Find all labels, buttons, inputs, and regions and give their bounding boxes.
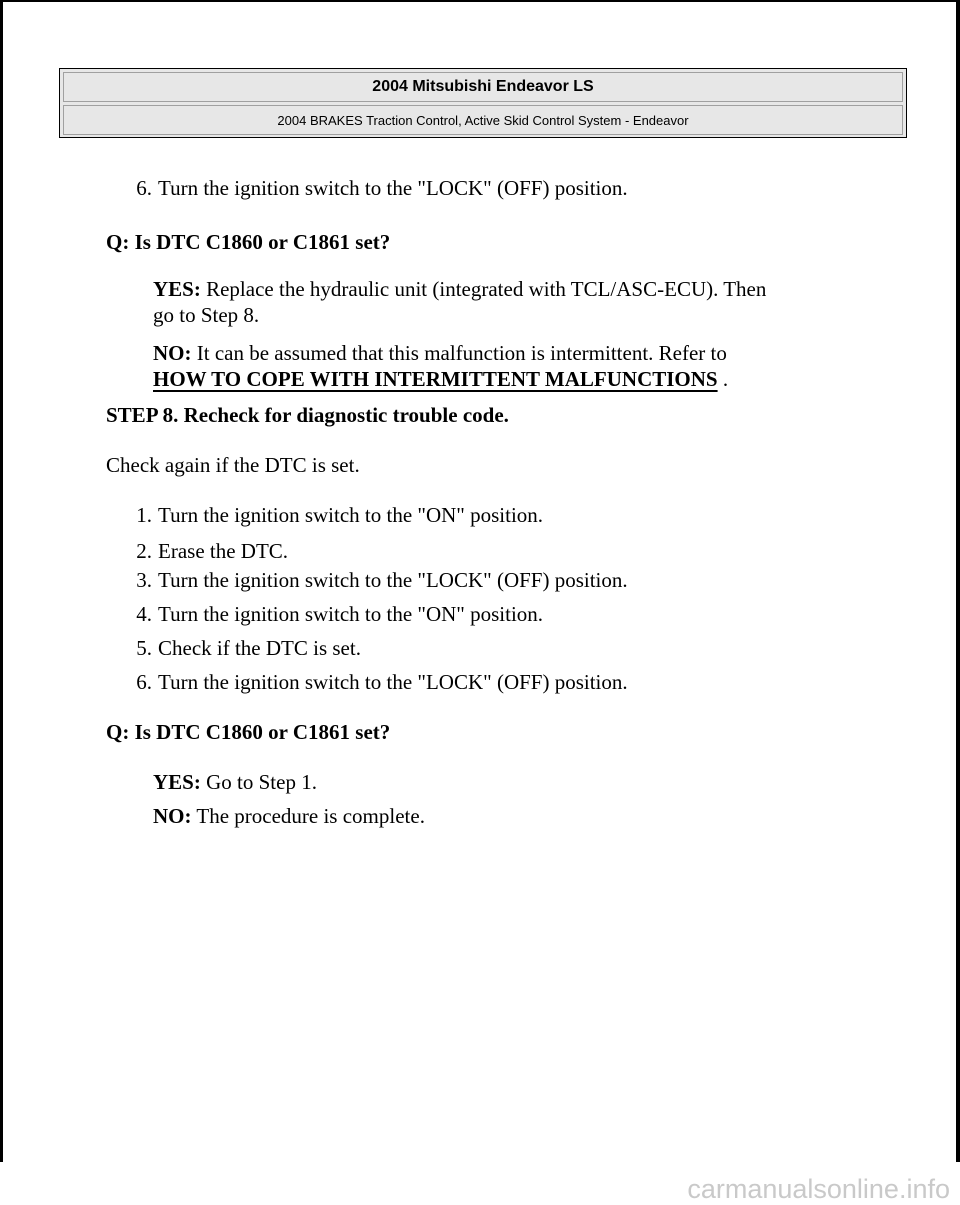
- step-number: 4.: [136, 602, 152, 626]
- step-item: [106, 567, 628, 593]
- header-subtitle: 2004 BRAKES Traction Control, Active Skid Control System - Endeavor: [63, 105, 903, 135]
- step-item: [106, 538, 288, 564]
- step-item: [106, 601, 543, 627]
- step-item: [106, 635, 361, 661]
- step-item: [106, 175, 628, 201]
- step-number: 2.: [136, 539, 152, 563]
- yes-label: YES:: [153, 770, 201, 794]
- watermark-footer: [0, 1162, 960, 1205]
- step-text: Turn the ignition switch to the "LOCK" (OFF) position.: [158, 568, 628, 592]
- no-text: It can be assumed that this malfunction is intermittent. Refer to: [191, 341, 727, 365]
- step-number: 6.: [136, 176, 152, 200]
- step-heading: STEP 8. Recheck for diagnostic trouble code.: [106, 403, 509, 427]
- question-heading: Q: Is DTC C1860 or C1861 set?: [106, 230, 391, 254]
- no-answer-continued: [153, 366, 728, 392]
- step-number: 6.: [136, 670, 152, 694]
- document-header: [59, 68, 907, 138]
- step-text: Check if the DTC is set.: [158, 636, 361, 660]
- step-intro: Check again if the DTC is set.: [106, 453, 360, 477]
- step-text: Turn the ignition switch to the "LOCK" (OFF) position.: [158, 670, 628, 694]
- no-tail: .: [717, 367, 729, 391]
- no-answer: [153, 803, 425, 829]
- no-label: NO:: [153, 341, 192, 365]
- step-text: Turn the ignition switch to the "ON" position.: [158, 503, 544, 527]
- step-item: [106, 669, 628, 695]
- page-frame-left: [0, 0, 3, 1162]
- step-text: Turn the ignition switch to the "LOCK" (OFF) position.: [158, 176, 628, 200]
- step-number: 1.: [136, 503, 152, 527]
- no-label: NO:: [153, 804, 192, 828]
- question-heading: Q: Is DTC C1860 or C1861 set?: [106, 720, 391, 744]
- yes-answer-continued: go to Step 8.: [153, 303, 260, 327]
- yes-label: YES:: [153, 277, 201, 301]
- page-frame-right: [956, 0, 960, 1162]
- step-number: 3.: [136, 568, 152, 592]
- yes-answer: [153, 276, 766, 302]
- step-number: 5.: [136, 636, 152, 660]
- yes-text: Go to Step 1.: [200, 770, 317, 794]
- page-frame-top: [0, 0, 960, 2]
- no-text: The procedure is complete.: [191, 804, 425, 828]
- header-title: 2004 Mitsubishi Endeavor LS: [63, 72, 903, 102]
- step-text: Erase the DTC.: [158, 539, 289, 563]
- intermittent-malfunctions-link[interactable]: HOW TO COPE WITH INTERMITTENT MALFUNCTIONS: [153, 367, 718, 391]
- yes-text: Replace the hydraulic unit (integrated with TCL/ASC-ECU). Then: [200, 277, 767, 301]
- no-answer: [153, 340, 727, 366]
- watermark-text: carmanualsonline.info: [687, 1174, 950, 1204]
- yes-answer: [153, 769, 317, 795]
- step-item: [106, 502, 543, 528]
- step-text: Turn the ignition switch to the "ON" position.: [158, 602, 544, 626]
